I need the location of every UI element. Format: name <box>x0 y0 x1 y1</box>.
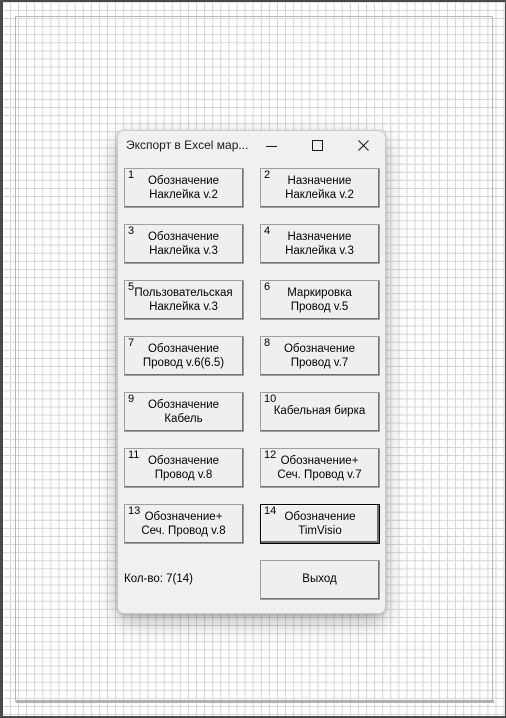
export-button-3[interactable] <box>124 224 244 264</box>
button-number: 4 <box>264 225 271 237</box>
count-label: Кол-во: 7(14) <box>124 573 193 585</box>
close-icon <box>358 140 370 152</box>
button-number: 2 <box>264 169 271 181</box>
button-label: Обозначение+ Сеч. Провод v.8 <box>141 511 226 537</box>
export-button-8[interactable] <box>260 336 380 376</box>
export-button-7[interactable] <box>124 336 244 376</box>
button-label: Кабельная бирка <box>273 405 366 417</box>
exit-button[interactable] <box>260 560 380 600</box>
window-title: Экспорт в Excel мар... <box>126 138 249 152</box>
button-number: 12 <box>264 449 277 461</box>
export-button-4[interactable] <box>260 224 380 264</box>
button-label: Назначение Наклейка v.2 <box>285 175 354 201</box>
button-number: 7 <box>128 337 135 349</box>
button-label: Обозначение Провод v.6(6.5) <box>142 343 225 369</box>
minimize-icon <box>266 140 278 152</box>
button-number: 14 <box>264 505 277 517</box>
button-number: 11 <box>128 449 140 461</box>
export-button-11[interactable] <box>124 448 244 488</box>
button-number: 6 <box>264 281 271 293</box>
button-number: 10 <box>264 393 277 405</box>
button-number: 3 <box>128 225 135 237</box>
export-button-12[interactable] <box>260 448 380 488</box>
exit-button-label: Выход <box>302 573 337 585</box>
export-button-1[interactable] <box>124 168 244 208</box>
button-label: Обозначение Наклейка v.3 <box>147 231 220 257</box>
button-label: Обозначение TimVisio <box>284 511 356 537</box>
page-shadow <box>16 700 494 703</box>
maximize-button[interactable] <box>298 135 338 157</box>
button-label: Обозначение Кабель <box>147 399 220 425</box>
export-button-9[interactable] <box>124 392 244 432</box>
export-button-13[interactable] <box>124 504 244 544</box>
button-label: Обозначение Провод v.8 <box>147 455 220 481</box>
button-label: Обозначение Наклейка v.2 <box>147 175 220 201</box>
export-button-10[interactable] <box>260 392 380 432</box>
button-label: Назначение Наклейка v.3 <box>285 231 354 257</box>
button-number: 1 <box>128 169 135 181</box>
export-button-6[interactable] <box>260 280 380 320</box>
minimize-button[interactable] <box>252 135 292 157</box>
button-number: 5 <box>128 281 135 293</box>
export-button-14[interactable] <box>260 504 380 544</box>
button-label: Обозначение Провод v.7 <box>283 343 356 369</box>
title-bar[interactable] <box>118 131 385 161</box>
button-label: Пользовательская Наклейка v.3 <box>134 287 233 313</box>
close-button[interactable] <box>344 135 384 157</box>
export-dialog <box>117 130 386 614</box>
maximize-icon <box>312 140 324 152</box>
button-label: Обозначение+ Сеч. Провод v.7 <box>277 455 362 481</box>
export-button-2[interactable] <box>260 168 380 208</box>
button-number: 9 <box>128 393 135 405</box>
button-number: 13 <box>128 505 141 517</box>
export-button-5[interactable] <box>124 280 244 320</box>
button-label: Маркировка Провод v.5 <box>287 287 352 313</box>
button-number: 8 <box>264 337 271 349</box>
